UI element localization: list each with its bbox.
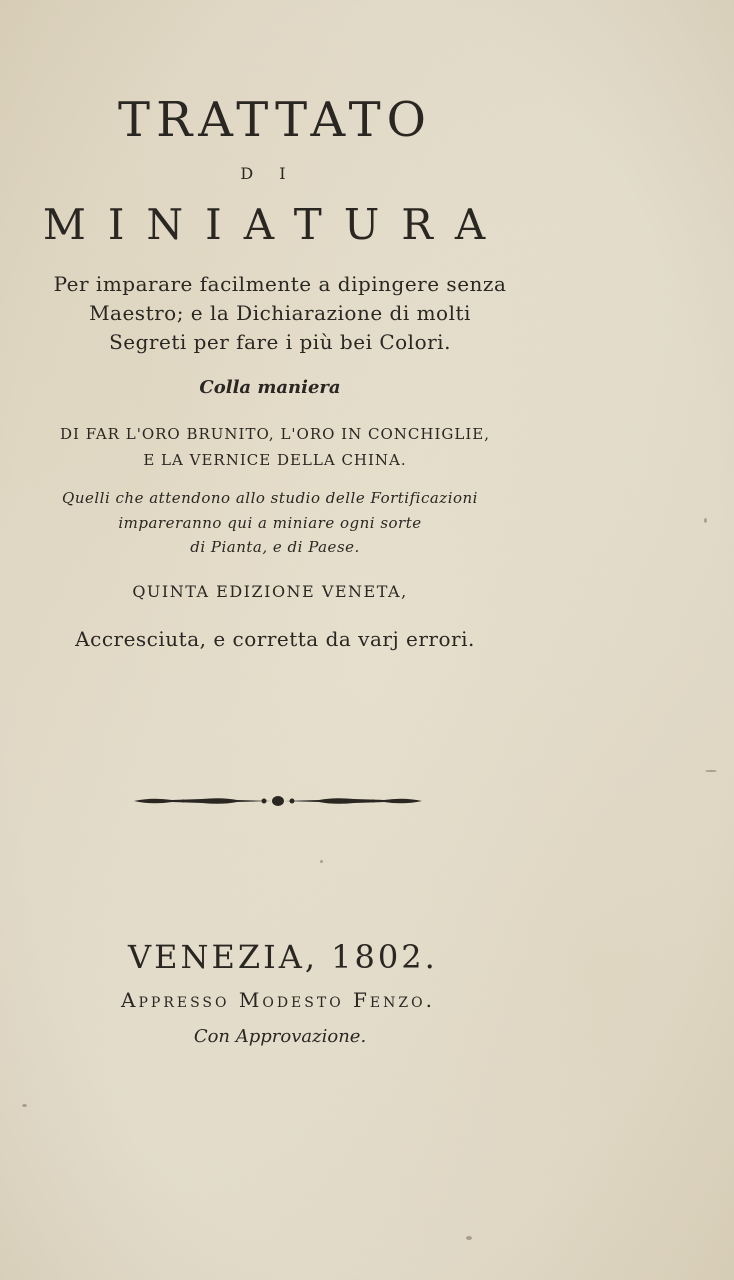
place-year: VENEZIA, 1802. <box>128 938 438 976</box>
edition-line: QUINTA EDIZIONE VENETA, <box>132 582 408 601</box>
subtitle-line-1: Per imparare facilmente a dipingere senza <box>53 272 507 296</box>
subtitle-line-2: Maestro; e la Dichiarazione di molti <box>89 301 471 325</box>
italic-line-3: di Pianta, e di Paese. <box>190 538 360 556</box>
book-subject: MINIATURA <box>42 200 508 249</box>
publisher: Appresso Modesto Fenzo. <box>121 988 435 1012</box>
caps-line-1: DI FAR L'ORO BRUNITO, L'ORO IN CONCHIGLIE, <box>60 425 490 443</box>
italic-line-1: Quelli che attendono allo studio delle Fortificazioni <box>62 489 478 507</box>
ornament-rule <box>132 790 424 812</box>
paper-speck <box>22 1104 27 1107</box>
paper-speck <box>466 1236 472 1240</box>
edition-note: Accresciuta, e corretta da varj errori. <box>75 627 475 651</box>
paper-speck <box>705 770 717 772</box>
paper-speck <box>320 860 323 863</box>
title-preposition: DI <box>240 164 312 183</box>
subtitle-line-3: Segreti per fare i più bei Colori. <box>109 330 451 354</box>
approval: Con Approvazione. <box>193 1026 367 1047</box>
book-title: TRATTATO <box>118 92 432 148</box>
italic-line-2: impareranno qui a miniare ogni sorte <box>118 514 422 532</box>
colla-maniera: Colla maniera <box>199 377 341 398</box>
paper-speck <box>704 518 707 523</box>
caps-line-2: E LA VERNICE DELLA CHINA. <box>143 451 407 469</box>
